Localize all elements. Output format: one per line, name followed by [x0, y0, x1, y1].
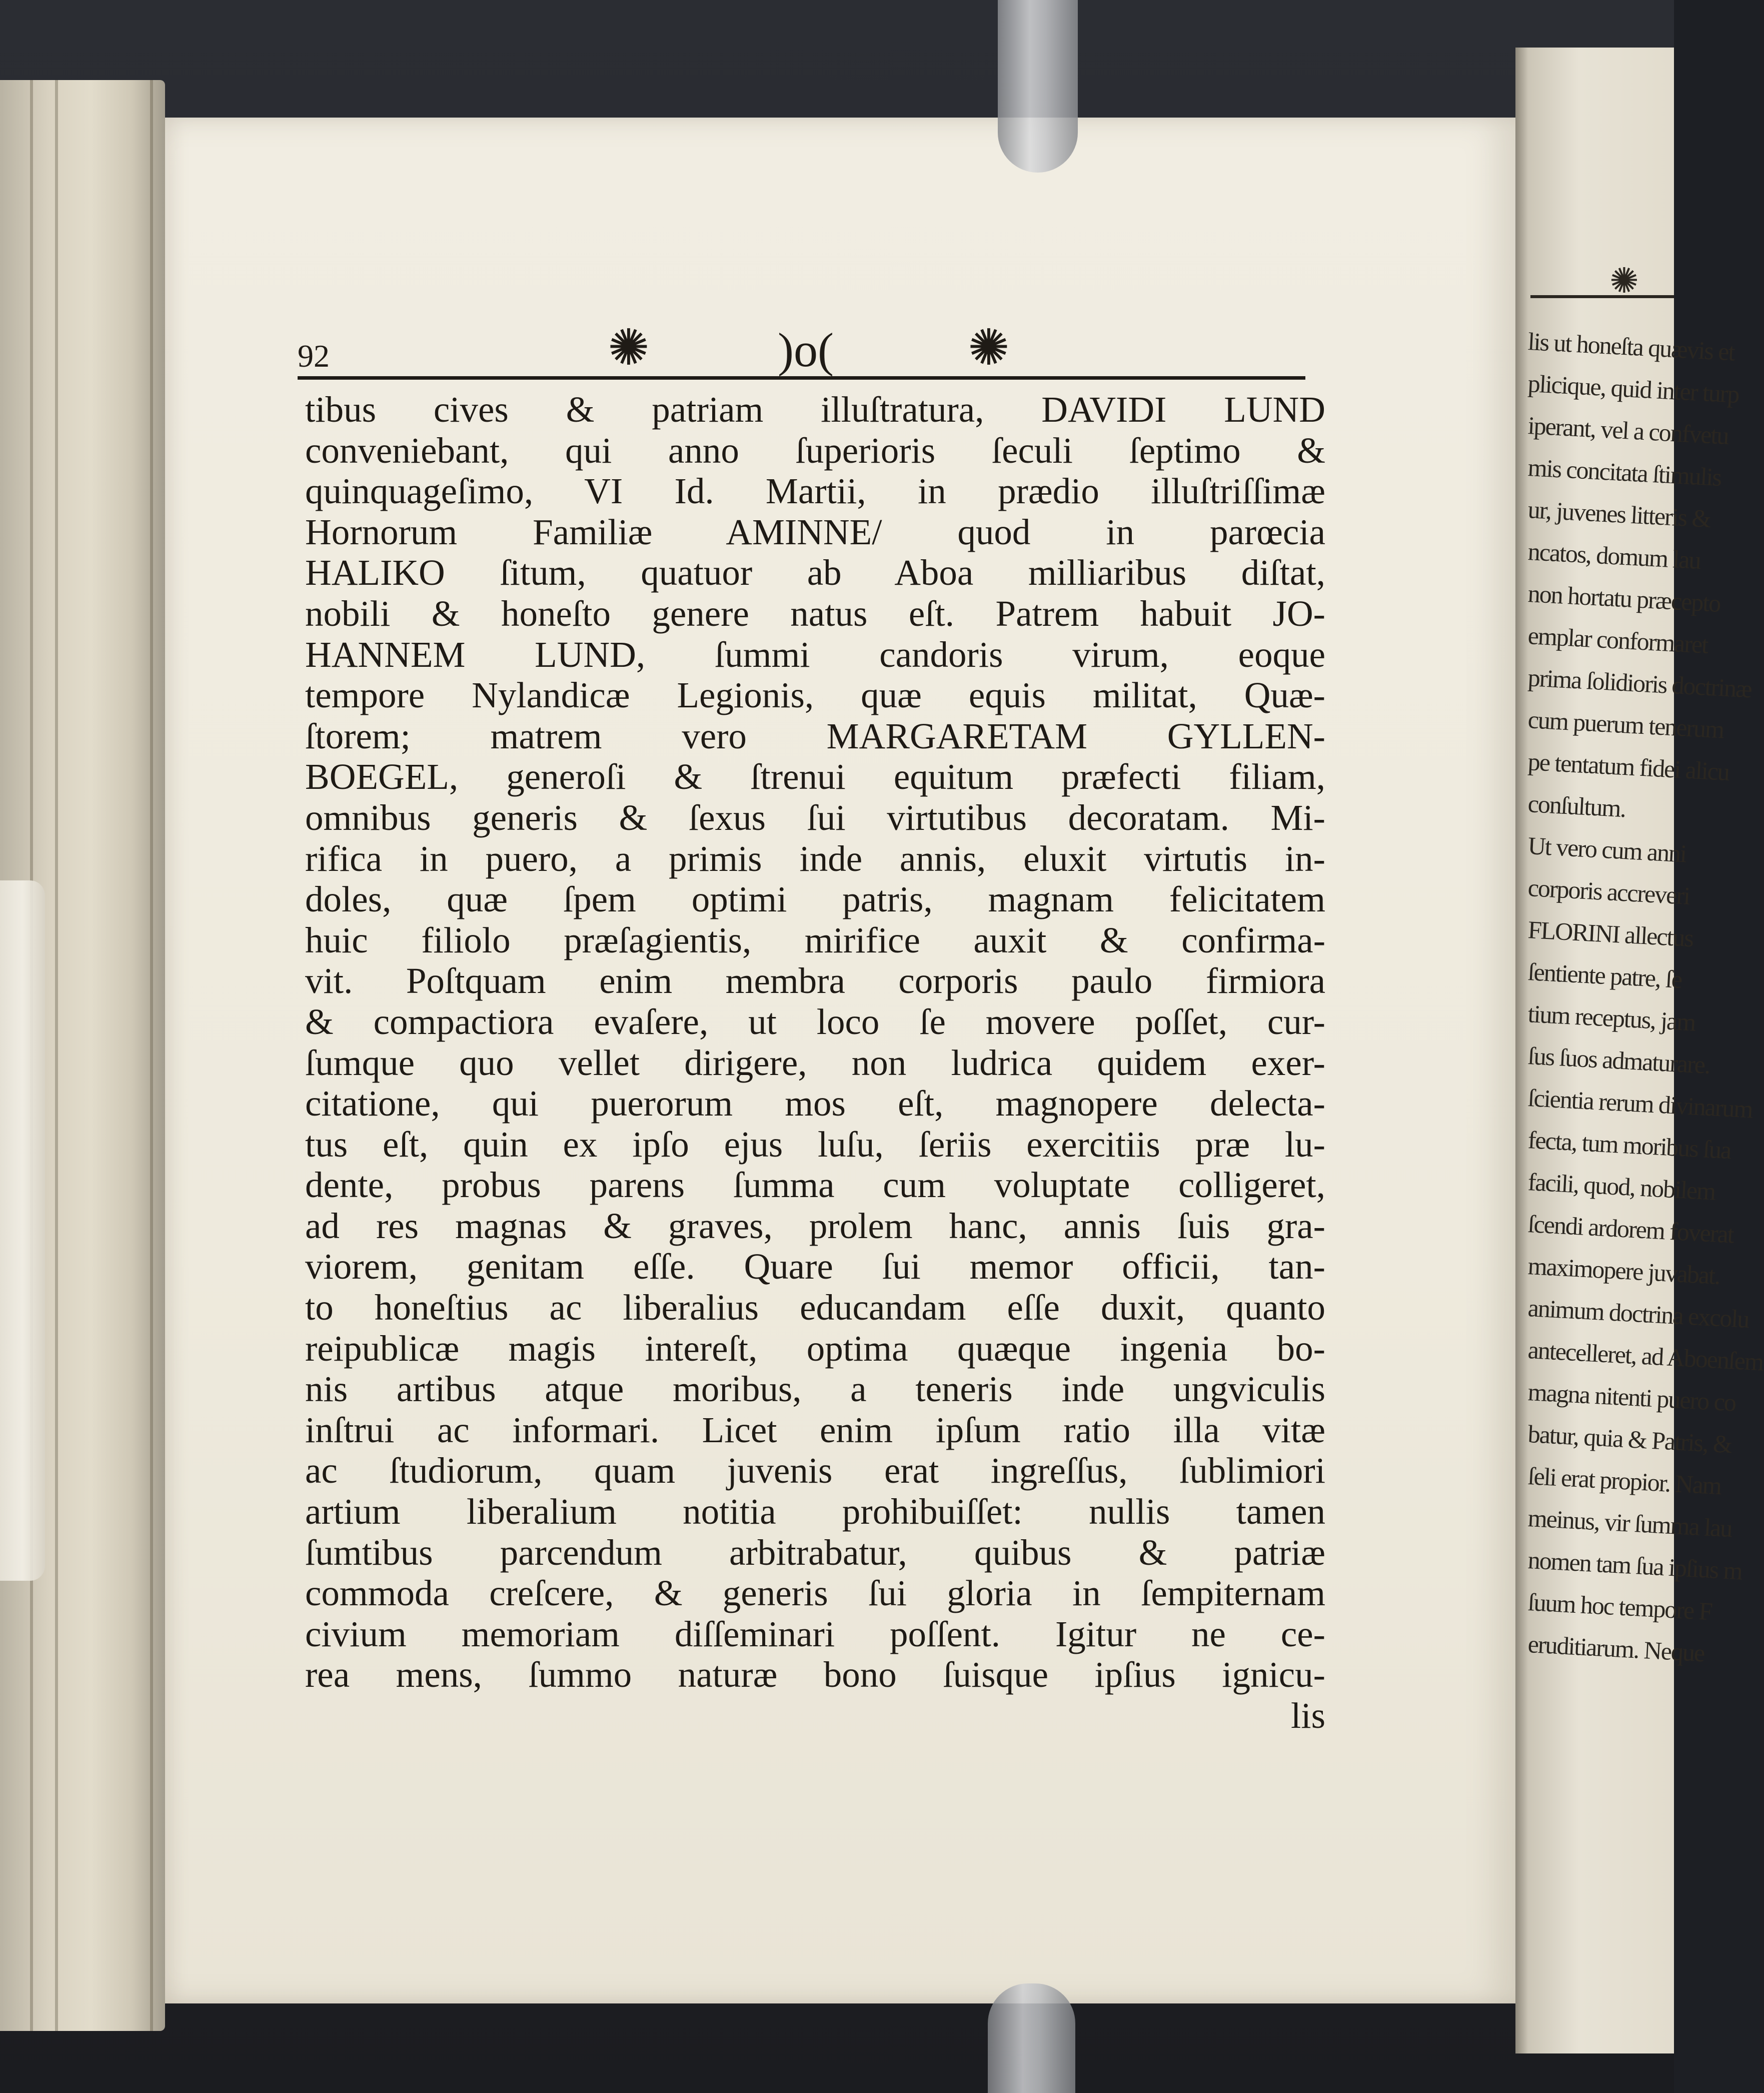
text-line: conveniebant, qui anno ſuperioris ſeculi ſeptimo &	[305, 430, 1325, 471]
text-line: ſumque quo vellet dirigere, non ludrica quidem exer-	[305, 1042, 1325, 1083]
head-mark: )o(	[778, 323, 834, 377]
text-line: BOEGEL, generoſi & ſtrenui equitum præfecti filiam,	[305, 756, 1325, 797]
text-line: citatione, qui puerorum mos eſt, magnopere delecta-	[305, 1083, 1325, 1124]
text-line: tempore Nylandicæ Legionis, quæ equis militat, Quæ-	[305, 675, 1325, 716]
facing-text-line: ſuum hoc tempore F	[1527, 1588, 1713, 1626]
text-line: dente, probus parens ſumma cum voluptate colligeret,	[305, 1165, 1325, 1206]
text-line: ac ſtudiorum, quam juvenis erat ingreſſus, ſublimiori	[305, 1450, 1325, 1491]
facing-text-line: cum puerum tenerum	[1527, 705, 1724, 744]
binding-cloth	[0, 880, 45, 1581]
facing-text-line: iperant, vel a confvetu	[1527, 411, 1729, 450]
text-line: tus eſt, quin ex ipſo ejus luſu, ſeriis exercitiis præ lu-	[305, 1124, 1325, 1165]
facing-text-line: animum doctrina excolu	[1527, 1294, 1749, 1334]
text-line: vit. Poſtquam enim membra corporis paulo firmiora	[305, 960, 1325, 1001]
header-rule	[298, 376, 1305, 380]
facing-text-line: facili, quod, nobilem	[1527, 1168, 1716, 1206]
text-line: reipublicæ magis intereſt, optima quæque ingenia bo-	[305, 1328, 1325, 1369]
facing-text-line: maximopere juvabat.	[1527, 1252, 1721, 1290]
facing-text-line: conſultum.	[1527, 789, 1626, 823]
facing-text-line: magna nitenti puero co	[1527, 1378, 1736, 1417]
facing-text-line: pe tentatum fidei alicu	[1527, 747, 1730, 786]
facing-text-line: FLORINI allectus	[1527, 915, 1694, 952]
facing-text-line: ſentiente patre, ſe	[1527, 957, 1682, 994]
text-line: HALIKO ſitum, quatuor ab Aboa milliaribus diſtat,	[305, 552, 1325, 593]
rosette-ornament-icon: ✺	[608, 318, 650, 377]
text-line: nis artibus atque moribus, a teneris inde ungviculis	[305, 1369, 1325, 1410]
facing-text-line: prima ſolidioris doctrinæ	[1527, 663, 1752, 703]
text-line: rifica in puero, a primis inde annis, eluxit virtutis in-	[305, 838, 1325, 879]
facing-text-line: lis ut honeſta quævis et	[1527, 327, 1735, 366]
facing-page-text	[1527, 320, 1764, 2046]
text-line: doles, quæ ſpem optimi patris, magnam felicitatem	[305, 879, 1325, 920]
page-clip-bottom	[988, 1983, 1075, 2093]
facing-text-line: tium receptus, jam	[1527, 999, 1696, 1036]
text-line: commoda creſcere, & generis ſui gloria in ſempiternam	[305, 1573, 1325, 1614]
text-line: & compactiora evaſere, ut loco ſe movere poſſet, cur-	[305, 1001, 1325, 1042]
left-page-stack	[0, 80, 165, 2031]
facing-text-line: Ut vero cum anni	[1527, 831, 1687, 868]
facing-text-line: meinus, vir ſumma lau	[1527, 1504, 1732, 1543]
text-line: ſtorem; matrem vero MARGARETAM GYLLEN-	[305, 715, 1325, 756]
facing-text-line: fecta, tum moribus ſua	[1527, 1126, 1731, 1165]
text-line: ad res magnas & graves, prolem hanc, annis ſuis gra-	[305, 1205, 1325, 1246]
text-line: artium liberalium notitia prohibuiſſet: nullis tamen	[305, 1491, 1325, 1532]
text-line: tibus cives & patriam illuſtratura, DAVIDI LUND	[305, 389, 1325, 430]
facing-text-line: ſcientia rerum divinarum	[1527, 1084, 1753, 1124]
text-line: ſumtibus parcendum arbitrabatur, quibus & patriæ	[305, 1532, 1325, 1573]
facing-page-head-rule	[1530, 295, 1674, 305]
text-line: Hornorum Familiæ AMINNE/ quod in parœcia	[305, 511, 1325, 552]
text-line: civium memoriam diſſeminari poſſent. Igitur ne ce-	[305, 1613, 1325, 1654]
catchword: lis	[1291, 1695, 1325, 1736]
facing-text-line: emplar conformaret	[1527, 621, 1708, 659]
text-line: huic filiolo præſagientis, mirifice auxit & confirma-	[305, 919, 1325, 960]
text-line: omnibus generis & ſexus ſui virtutibus decoratam. Mi-	[305, 797, 1325, 838]
page-clip-top	[998, 0, 1078, 173]
text-line: viorem, genitam eſſe. Quare ſui memor officii, tan-	[305, 1246, 1325, 1287]
facing-text-line: ur, juvenes litteris &	[1527, 495, 1711, 533]
text-line: inſtrui ac informari. Licet enim ipſum ratio illa vitæ	[305, 1409, 1325, 1450]
body-text	[305, 389, 1325, 1736]
facing-text-line: ſcendi ardorem foverat	[1527, 1210, 1734, 1249]
facing-text-line: mis concitata ſtimulis	[1527, 453, 1722, 492]
text-line: rea mens, ſummo naturæ bono ſuisque ipſius ignicu-	[305, 1654, 1325, 1695]
facing-text-line: batur, quia & Patris, &	[1527, 1420, 1732, 1459]
page-number: 92	[298, 338, 330, 374]
text-line: quinquageſimo, VI Id. Martii, in prædio illuſtriſſimæ	[305, 471, 1325, 512]
text-line: to honeſtius ac liberalius educandam eſſe duxit, quanto	[305, 1287, 1325, 1328]
facing-text-line: non hortatu præcepto	[1527, 579, 1721, 618]
facing-text-line: eruditiarum. Neque	[1527, 1630, 1705, 1667]
facing-text-line: antecelleret, ad Aboenſem	[1527, 1336, 1764, 1376]
facing-text-line: corporis accreveri	[1527, 873, 1690, 910]
facing-text-line: ncatos, domum lau	[1527, 537, 1701, 575]
facing-text-line: plicique, quid inter turp	[1527, 369, 1740, 409]
text-line: nobili & honeſto genere natus eſt. Patrem habuit JO-	[305, 593, 1325, 634]
text-line: HANNEM LUND, ſummi candoris virum, eoque	[305, 634, 1325, 675]
rosette-ornament-icon: ✺	[968, 318, 1010, 377]
facing-text-line: ſeli erat propior. Nam	[1527, 1462, 1722, 1500]
facing-page-ornament-icon: ✺	[1609, 260, 1639, 301]
facing-text-line: ſus ſuos admaturare.	[1527, 1041, 1711, 1080]
facing-text-line: nomen tam ſua ipſius m	[1527, 1546, 1743, 1585]
